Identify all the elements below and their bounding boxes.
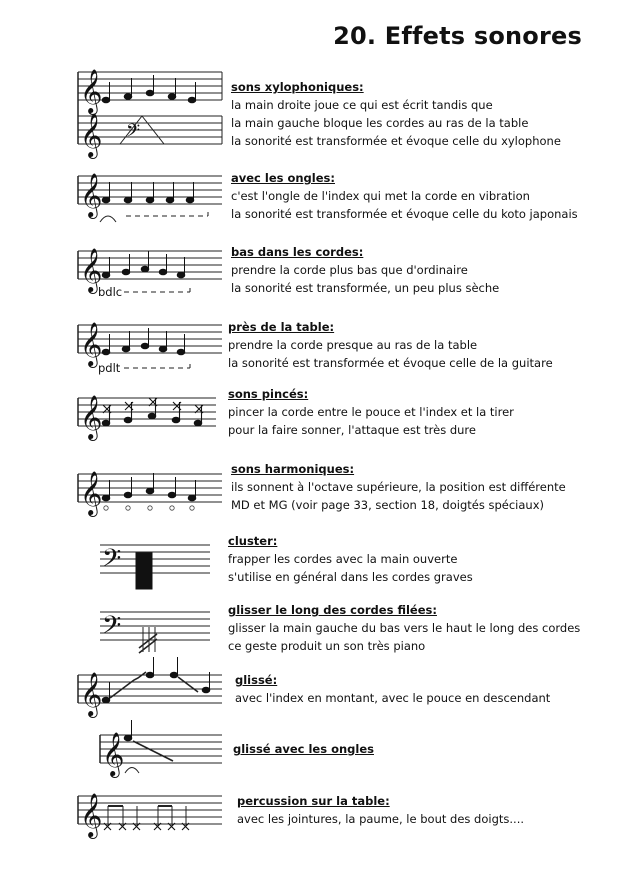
effect-heading: sons pincés:	[228, 387, 309, 401]
effect-heading: bas dans les cordes:	[231, 245, 364, 259]
effect-line: avec les jointures, la paume, le bout des doigts....	[237, 812, 525, 826]
effect-block	[235, 671, 550, 707]
effect-line: glisser la main gauche du bas vers le haut le long des cordes	[228, 621, 581, 635]
effect-heading: sons xylophoniques:	[231, 80, 364, 94]
effect-line: la main droite joue ce qui est écrit tandis que	[231, 98, 493, 112]
effect-line: prendre la corde presque au ras de la table	[228, 338, 478, 352]
effect-block	[228, 318, 553, 372]
effect-heading: cluster:	[228, 534, 278, 548]
treble-clef-icon: 𝄞	[80, 113, 103, 157]
bass-clef-icon: 𝄢	[126, 121, 141, 146]
bass-clef-icon: 𝄢	[102, 611, 122, 646]
treble-clef-icon: 𝄞	[80, 322, 103, 366]
effect-block	[228, 601, 580, 655]
effect-line: frapper les cordes avec la main ouverte	[228, 552, 458, 566]
effect-block	[228, 532, 473, 586]
effect-heading: avec les ongles:	[231, 171, 335, 185]
effect-heading: sons harmoniques:	[231, 462, 355, 476]
treble-clef-icon: 𝄞	[80, 395, 103, 439]
effect-line: pour la faire sonner, l'attaque est très dure	[228, 423, 476, 437]
effect-line: la sonorité est transformée et évoque celle du xylophone	[231, 134, 561, 148]
effect-line: s'utilise en général dans les cordes graves	[228, 570, 473, 584]
effect-line: avec l'index en montant, avec le pouce en descendant	[235, 691, 551, 705]
effect-line: ils sonnent à l'octave supérieure, la position est différente	[231, 480, 566, 494]
effect-line: la sonorité est transformée, un peu plus sèche	[231, 281, 500, 295]
effect-block	[231, 460, 566, 514]
bass-clef-icon: 𝄢	[102, 544, 122, 579]
effect-block	[231, 78, 561, 150]
effect-heading: percussion sur la table:	[237, 794, 390, 808]
treble-clef-icon: 𝄞	[80, 248, 103, 292]
treble-clef-icon: 𝄞	[80, 69, 103, 113]
effect-line: ce geste produit un son très piano	[228, 639, 426, 653]
effect-block	[228, 385, 514, 439]
page-title: 20. Effets sonores	[333, 22, 582, 50]
effect-line: la sonorité est transformée et évoque celle du koto japonais	[231, 207, 578, 221]
effect-heading: glisser le long des cordes filées:	[228, 603, 437, 617]
effect-block	[231, 169, 578, 223]
bdlc-mark: bdlc	[98, 285, 123, 299]
effect-line: la sonorité est transformée et évoque celle de la guitare	[228, 356, 553, 370]
pdlt-mark: pdlt	[98, 361, 121, 375]
effect-heading: près de la table:	[228, 320, 335, 334]
treble-clef-icon: 𝄞	[80, 793, 103, 837]
treble-clef-icon: 𝄞	[102, 732, 125, 776]
effect-block	[231, 243, 499, 297]
effect-block	[233, 740, 374, 758]
effect-heading: glissé avec les ongles	[233, 742, 374, 756]
effect-line: c'est l'ongle de l'index qui met la corde en vibration	[231, 189, 530, 203]
treble-clef-icon: 𝄞	[80, 672, 103, 716]
effect-line: la main gauche bloque les cordes au ras de la table	[231, 116, 529, 130]
treble-clef-icon: 𝄞	[80, 173, 103, 217]
effect-line: MD et MG (voir page 33, section 18, doigtés spéciaux)	[231, 498, 544, 512]
effect-block	[237, 792, 524, 828]
effect-line: pincer la corde entre le pouce et l'index et la tirer	[228, 405, 514, 419]
treble-clef-icon: 𝄞	[80, 471, 103, 515]
effect-line: prendre la corde plus bas que d'ordinaire	[231, 263, 468, 277]
effect-heading: glissé:	[235, 673, 278, 687]
